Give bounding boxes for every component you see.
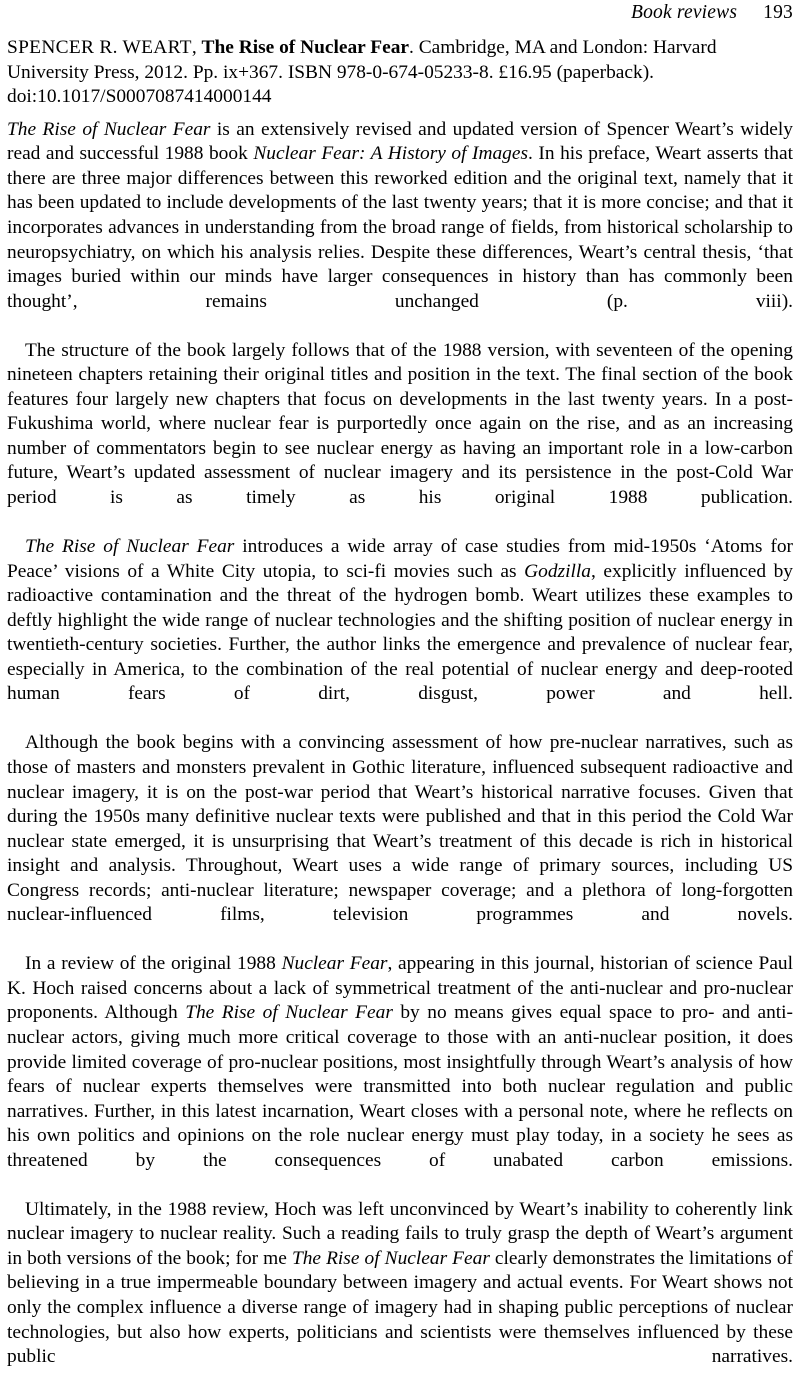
text-run: , explicitly influenced by radioactive contamination and the threat of the hydrogen bomb. Weart utilizes these examples to deftly highlight the wide range of nuclear technologies and the shifting position of nuclear energy in twentieth-century societies. Further, the author links the emergence and prevalence of nuclear fear, especially in America, to the combination of the real potential of nuclear energy and deep-rooted human fears of dirt, disgust, power and hell.: [7, 560, 793, 705]
text-run: by no means gives equal space to pro- and anti-nuclear actors, giving much more critical coverage to those with an anti-nuclear position, it does provide limited coverage of pro-nuclear positions, most insightfully through Weart’s analysis of how fears of nuclear experts themselves were transmitted into both nuclear regulation and public narratives. Further, in this latest incarnation, Weart closes with a personal note, where he reflects on his own politics and opinions on the role nuclear energy must play today, in a society he sees as threatened by the consequences of unabated carbon emissions.: [7, 1002, 793, 1171]
running-head-title: Book reviews: [630, 2, 738, 23]
book-citation: [7, 36, 793, 85]
text-run: The structure of the book largely follows that of the 1988 version, with seventeen of the opening nineteen chapters retaining their original titles and position in the text. The final section of the book features four largely new chapters that focus on developments in the last twenty years. In a post-Fukushima world, where nuclear fear is purportedly once again on the rise, and as an increasing number of commentators begin to see nuclear energy as having an important role in a low-carbon future, Weart’s updated assessment of nuclear imagery and its persistence in the post-Cold War period is as timely as his original 1988 publication.: [7, 339, 793, 508]
body-paragraph: [7, 339, 793, 535]
text-run: , appearing in this journal, historian of science Paul K. Hoch raised concerns about a lack of symmetrical treatment of the anti-nuclear and pro-nuclear proponents. Although: [7, 953, 794, 1024]
citation-pagination-plus: +: [238, 61, 250, 83]
body-paragraph: [7, 535, 793, 731]
page-number: 193: [763, 2, 793, 23]
citation-price: £16.95 (paperback).: [498, 61, 655, 83]
text-run: introduces a wide array of case studies from mid-1950s ‘Atoms for Peace’ visions of a White City utopia, to sci-fi movies such as: [7, 536, 793, 582]
text-run: is an extensively revised and updated version of Spencer Weart’s widely read and successful 1988 book: [7, 118, 793, 165]
text-run: In a review of the original 1988: [25, 953, 282, 975]
body-paragraph: [7, 952, 793, 1197]
italic-title-run: Godzilla: [524, 560, 591, 582]
italic-title-run: The Rise of Nuclear Fear: [7, 118, 211, 140]
running-head: [7, 0, 793, 26]
review-body: [7, 118, 793, 1394]
italic-title-run: Nuclear Fear: [281, 953, 388, 975]
citation-publication-info: Cambridge, MA and London: Harvard University Press, 2012. Pp. ix: [7, 37, 717, 83]
text-run: clearly demonstrates the limitations of believing in a true impermeable boundary between imagery and actual events. For Weart shows not only the complex influence a diverse range of imagery had in shaping public perceptions of nuclear technologies, but also how experts, politicians and scientists were themselves influenced by these public narratives.: [7, 1247, 793, 1368]
citation-book-title: The Rise of Nuclear Fear: [201, 37, 410, 58]
italic-title-run: The Rise of Nuclear Fear: [185, 1002, 393, 1024]
citation-title-separator: .: [409, 37, 419, 58]
italic-title-run: The Rise of Nuclear Fear: [25, 536, 235, 558]
citation-pagination-count: 367.: [249, 61, 283, 83]
text-run: Although the book begins with a convincing assessment of how pre-nuclear narratives, such as those of masters and monsters prevalent in Gothic literature, influenced subsequent radioactive and nuclear imagery, it is on the post-war period that Weart’s historical narrative focuses. Given that during the 1950s many definitive nuclear texts were published and that in this period the Cold War nuclear state emerged, it is unsurprising that Weart’s treatment of this decade is rich in historical insight and analysis. Throughout, Weart uses a wide range of primary sources, including US Congress records; anti-nuclear literature; newspaper coverage; and a plethora of long-forgotten nuclear-influenced films, television programmes and novels.: [7, 732, 793, 926]
italic-title-run: The Rise of Nuclear Fear: [291, 1247, 490, 1269]
body-paragraph: [7, 1198, 793, 1394]
body-paragraph: [7, 118, 793, 339]
text-run: . In his preface, Weart asserts that there are three major differences between this reworked edition and the original text, namely that it has been updated to include developments of the last twenty years; that it is more concise; and that it incorporates advances in understanding from the broad range of fields, from historical scholarship to neuropsychiatry, on which his analysis relies. Despite these differences, Weart’s central thesis, ‘that images buried within our minds have larger consequences in history than has commonly been thought’, remains unchanged (p. viii).: [7, 143, 793, 312]
italic-title-run: Nuclear Fear: A History of Images: [253, 143, 529, 165]
citation-isbn: ISBN 978-0-674-05233-8.: [287, 61, 494, 83]
text-run: Ultimately, in the 1988 review, Hoch was left unconvinced by Weart’s inability to coherently link nuclear imagery to nuclear reality. Such a reading fails to truly grasp the depth of Weart’s argument in both versions of the book; for me: [7, 1198, 793, 1269]
citation-author-separator: ,: [191, 37, 202, 58]
body-paragraph: [7, 731, 793, 952]
citation-author: SPENCER R. WEART: [7, 37, 192, 58]
doi-line: doi:10.1017/S0007087414000144: [7, 86, 272, 108]
